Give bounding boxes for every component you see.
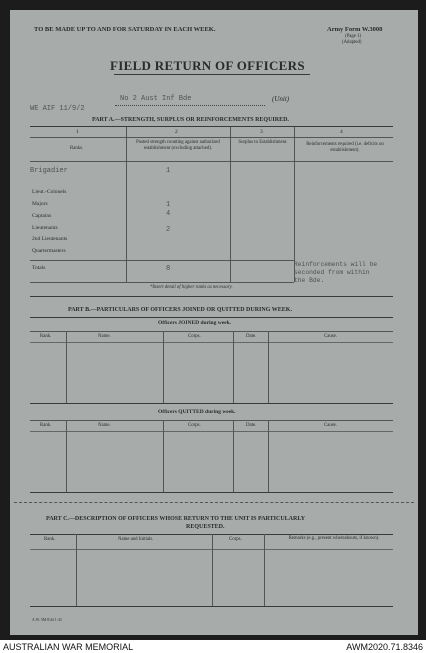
unit-dotted-line	[115, 105, 265, 106]
part-c-col-rank: Rank.	[44, 537, 56, 542]
reinforcement-note-1: Reinforcements will be	[294, 261, 378, 268]
quitted-bottom-rule	[30, 492, 393, 493]
rank-totals: Totals	[32, 265, 46, 271]
strength-brigadier: 1	[166, 167, 171, 175]
joined-bottom-rule	[30, 403, 393, 404]
quitted-col-corps: Corps.	[188, 423, 201, 428]
joined-col-cause: Cause.	[324, 334, 337, 339]
quitted-header-rule	[30, 431, 393, 432]
quitted-title: Officers QUITTED during week.	[158, 409, 236, 415]
part-a-bottom-rule	[30, 282, 294, 283]
rank-captains: Captains	[32, 213, 52, 219]
header-ranks: Ranks.	[70, 146, 84, 151]
joined-col-divider-3	[233, 331, 234, 403]
form-title: FIELD RETURN OF OFFICERS	[110, 58, 305, 73]
header-surplus: Surplus to Establishment.	[238, 140, 288, 145]
strength-totals: 8	[166, 265, 171, 273]
part-a-footnote: *Insert detail of higher ranks as necessary.	[150, 285, 233, 290]
quitted-col-date: Date.	[246, 423, 257, 428]
joined-col-divider-2	[163, 331, 164, 403]
quitted-col-cause: Cause.	[324, 423, 337, 428]
quitted-col-rank: Rank.	[40, 423, 52, 428]
header-posted-strength: Posted strength counting against authorized establishment (excluding attached).	[136, 140, 220, 151]
quitted-col-divider-4	[268, 420, 269, 492]
col-num-rule	[30, 137, 393, 138]
typed-date: WE AIF 11/9/2	[30, 105, 85, 113]
unit-label: (Unit)	[272, 95, 290, 103]
col-num-4: 4	[340, 129, 343, 135]
header-instruction: TO BE MADE UP TO AND FOR SATURDAY IN EACH WEEK.	[34, 26, 216, 33]
part-a-col-divider-3	[294, 127, 295, 282]
typed-unit: No 2 Aust Inf Bde	[120, 95, 192, 103]
rank-2nd-lieutenants: 2nd Lieutenants	[32, 236, 68, 242]
reinforcement-note-3: the Bde.	[294, 277, 325, 284]
joined-col-rank: Rank.	[40, 334, 52, 339]
part-a-top-rule	[30, 126, 393, 127]
part-a-heading: PART A.—STRENGTH, SURPLUS OR REINFORCEMENTS REQUIRED.	[92, 117, 289, 123]
part-c-col-divider-2	[212, 534, 213, 606]
col-num-3: 3	[260, 129, 263, 135]
joined-col-divider-4	[268, 331, 269, 403]
reinforcement-note-2: seconded from within	[294, 269, 370, 276]
part-c-col-remarks: Remarks (e.g., present whereabouts, if known).	[288, 536, 380, 541]
part-a-col-divider-2	[230, 127, 231, 282]
form-sheet	[10, 10, 418, 635]
part-c-col-divider-3	[264, 534, 265, 606]
part-a-end-rule	[30, 296, 393, 297]
form-page: (Page 1)	[345, 34, 362, 39]
joined-title-rule	[30, 331, 393, 332]
part-c-col-divider-1	[76, 534, 77, 606]
title-underline	[114, 74, 310, 75]
part-b-top-rule	[30, 317, 393, 318]
strength-captains: 4	[166, 210, 171, 218]
quitted-col-name: Name.	[98, 423, 111, 428]
footer-credit: AUSTRALIAN WAR MEMORIAL	[3, 642, 134, 652]
rank-quartermasters: Quartermasters	[32, 248, 66, 254]
col-num-1: 1	[76, 129, 79, 135]
strength-majors: 1	[166, 201, 171, 209]
quitted-title-rule	[30, 420, 393, 421]
quitted-col-divider-3	[233, 420, 234, 492]
form-adapted: (Adapted)	[342, 40, 362, 45]
totals-top-rule	[30, 260, 294, 261]
joined-col-name: Name.	[98, 334, 111, 339]
form-name: Army Form W.3008	[327, 26, 383, 33]
joined-title: Officers JOINED during week.	[158, 320, 232, 326]
part-c-heading-2: REQUESTED.	[186, 524, 225, 530]
print-code: A.W. 5M 8/44 1-43	[32, 618, 62, 622]
joined-col-divider-1	[66, 331, 67, 403]
perforation-line	[14, 502, 414, 503]
joined-header-rule	[30, 342, 393, 343]
rank-brigadier: Brigadier	[30, 167, 68, 175]
quitted-col-divider-2	[163, 420, 164, 492]
part-a-col-divider-1	[126, 127, 127, 282]
joined-col-date: Date.	[246, 334, 257, 339]
part-c-col-corps: Corps.	[229, 537, 242, 542]
part-c-bottom-rule	[30, 606, 393, 607]
strength-lieutenants: 2	[166, 226, 171, 234]
joined-col-corps: Corps.	[188, 334, 201, 339]
col-num-2: 2	[175, 129, 178, 135]
footer-accession-number: AWM2020.71.8346	[346, 642, 423, 652]
header-reinforcements: Reinforcements required (i.e. deficits on establishment).	[306, 142, 384, 153]
part-c-col-name: Name and Initials.	[118, 537, 154, 542]
rank-majors: Majors	[32, 201, 48, 207]
part-c-heading-1: PART C.—DESCRIPTION OF OFFICERS WHOSE RETURN TO THE UNIT IS PARTICULARLY	[46, 516, 306, 522]
rank-lieut-colonels: Lieut.-Colonels	[32, 189, 67, 195]
part-b-heading: PART B.—PARTICULARS OF OFFICERS JOINED OR QUITTED DURING WEEK.	[68, 307, 292, 313]
quitted-col-divider-1	[66, 420, 67, 492]
rank-lieutenants: Lieutenants	[32, 225, 58, 231]
header-bottom-rule	[30, 161, 393, 162]
